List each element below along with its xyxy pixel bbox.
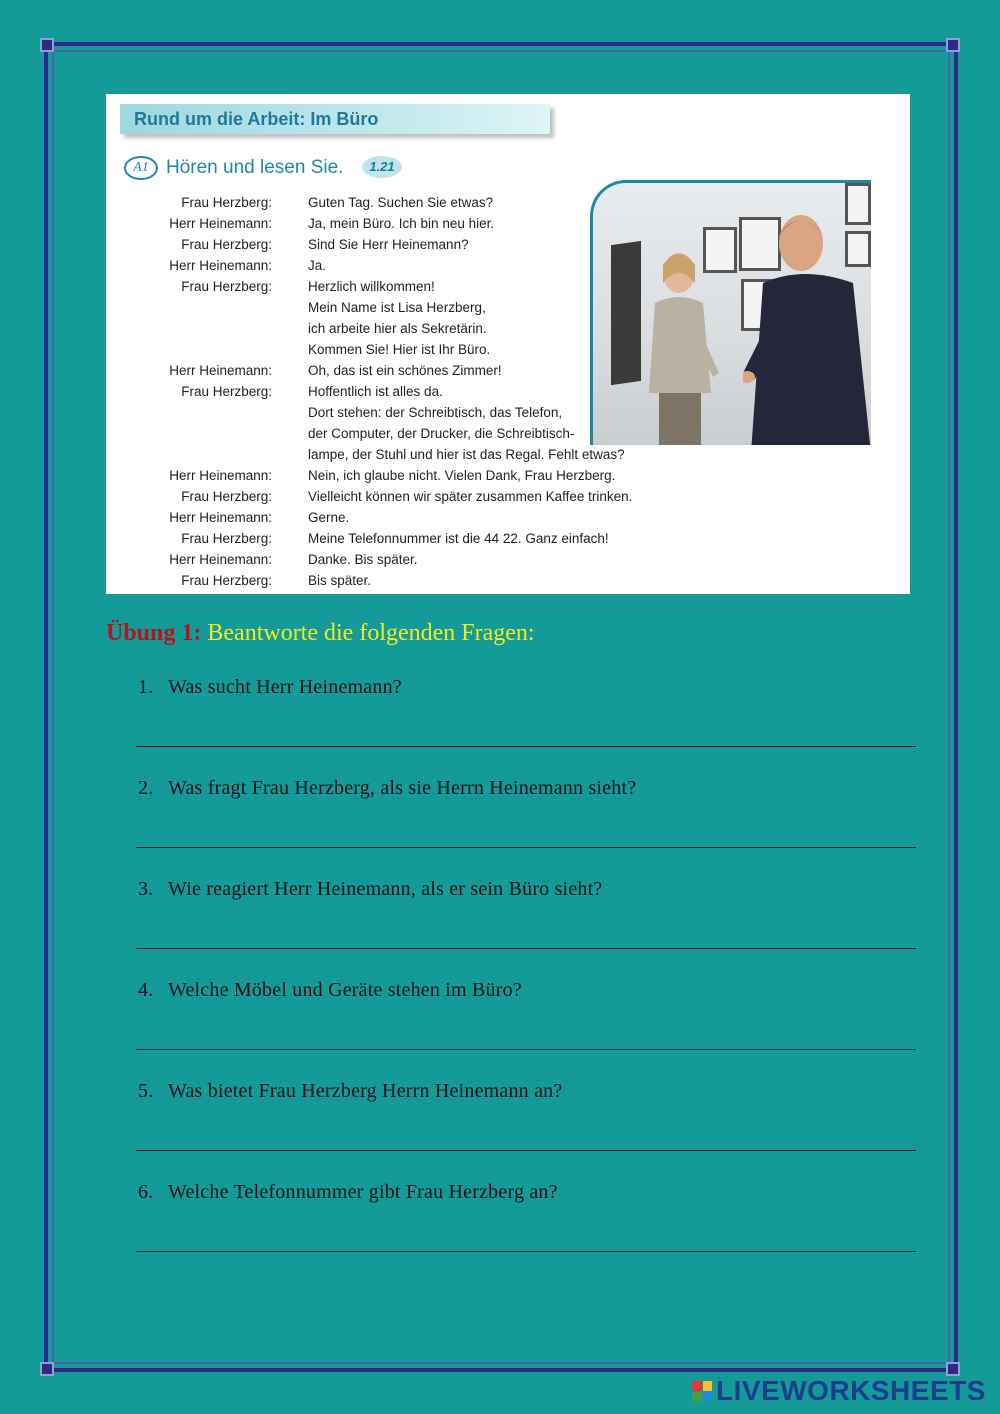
exercise-label: Übung 1: <box>106 620 202 646</box>
speaker-name: Herr Heinemann: <box>169 258 272 273</box>
speech-line: Hoffentlich ist alles da. <box>308 384 443 399</box>
question-text: Wie reagiert Herr Heinemann, als er sein Büro sieht? <box>168 878 603 900</box>
speaker-name: Frau Herzberg: <box>181 573 272 588</box>
exercise-instruction: Beantworte die folgenden Fragen: <box>207 620 535 646</box>
answer-line[interactable] <box>136 847 916 848</box>
question-text: Was fragt Frau Herzberg, als sie Herrn Heinemann sieht? <box>168 777 637 799</box>
answer-line[interactable] <box>136 1049 916 1050</box>
answer-line[interactable] <box>136 746 916 747</box>
question-text: Was bietet Frau Herzberg Herrn Heinemann an? <box>168 1080 563 1102</box>
speaker-name: Frau Herzberg: <box>181 237 272 252</box>
speech-line: Oh, das ist ein schönes Zimmer! <box>308 363 502 378</box>
speaker-name: Herr Heinemann: <box>169 363 272 378</box>
speech-line: Gerne. <box>308 510 350 525</box>
logo-text: LIVEWORKSHEETS <box>716 1375 986 1406</box>
speech-line: lampe, der Stuhl und hier ist das Regal. Fehlt etwas? <box>308 447 625 462</box>
speech-line: Dort stehen: der Schreibtisch, das Telefon, <box>308 405 563 420</box>
question-number: 6. <box>138 1181 154 1203</box>
brochure-rack <box>611 241 641 385</box>
speaker-name: Frau Herzberg: <box>181 531 272 546</box>
speech-line: Mein Name ist Lisa Herzberg, <box>308 300 486 315</box>
speaker-name: Frau Herzberg: <box>181 279 272 294</box>
task-badge: A1 <box>124 156 158 180</box>
speech-line: Vielleicht können wir später zusammen Kaffee trinken. <box>308 489 633 504</box>
answer-line[interactable] <box>136 1150 916 1151</box>
speaker-name: Frau Herzberg: <box>181 195 272 210</box>
speech-line: Meine Telefonnummer ist die 44 22. Ganz einfach! <box>308 531 609 546</box>
speech-line: Nein, ich glaube nicht. Vielen Dank, Frau Herzberg. <box>308 468 616 483</box>
office-photo <box>590 180 871 445</box>
textbook-excerpt <box>106 94 910 594</box>
speech-line: Ja, mein Büro. Ich bin neu hier. <box>308 216 495 231</box>
speech-line: der Computer, der Drucker, die Schreibtisch- <box>308 426 575 441</box>
question-number: 2. <box>138 777 154 799</box>
section-banner <box>120 104 550 134</box>
corner-ornament <box>946 38 960 52</box>
corner-ornament <box>40 38 54 52</box>
speech-line: Herzlich willkommen! <box>308 279 435 294</box>
question-text: Was sucht Herr Heinemann? <box>168 676 402 698</box>
woman-figure <box>641 243 719 445</box>
speech-line: Guten Tag. Suchen Sie etwas? <box>308 195 494 210</box>
man-figure <box>743 203 871 445</box>
question-number: 1. <box>138 676 154 698</box>
speaker-name: Herr Heinemann: <box>169 216 272 231</box>
question-item <box>138 777 636 800</box>
speech-line: Ja. <box>308 258 327 273</box>
liveworksheets-logo <box>692 1376 986 1406</box>
section-title: Rund um die Arbeit: Im Büro <box>134 109 379 129</box>
speaker-name: Frau Herzberg: <box>181 384 272 399</box>
speech-line: Kommen Sie! Hier ist Ihr Büro. <box>308 342 491 357</box>
speaker-name: Herr Heinemann: <box>169 510 272 525</box>
task-title: Hören und lesen Sie. <box>166 157 344 178</box>
question-number: 4. <box>138 979 154 1001</box>
speaker-name: Herr Heinemann: <box>169 468 272 483</box>
question-text: Welche Telefonnummer gibt Frau Herzberg an? <box>168 1181 558 1203</box>
speech-line: Bis später. <box>308 573 372 588</box>
answer-line[interactable] <box>136 1251 916 1252</box>
logo-mark-icon <box>692 1381 712 1401</box>
question-number: 3. <box>138 878 154 900</box>
speech-line: ich arbeite hier als Sekretärin. <box>308 321 487 336</box>
corner-ornament <box>40 1362 54 1376</box>
question-text: Welche Möbel und Geräte stehen im Büro? <box>168 979 522 1001</box>
question-item <box>138 1080 562 1103</box>
speaker-name: Herr Heinemann: <box>169 552 272 567</box>
corner-ornament <box>946 1362 960 1376</box>
exercise-heading <box>106 620 535 647</box>
question-item <box>138 1181 558 1204</box>
audio-track-badge: 1.21 <box>362 156 402 178</box>
speech-line: Sind Sie Herr Heinemann? <box>308 237 469 252</box>
speaker-name: Frau Herzberg: <box>181 489 272 504</box>
question-number: 5. <box>138 1080 154 1102</box>
question-item <box>138 878 602 901</box>
answer-line[interactable] <box>136 948 916 949</box>
speech-line: Danke. Bis später. <box>308 552 418 567</box>
question-item <box>138 979 522 1002</box>
question-item <box>138 676 402 699</box>
